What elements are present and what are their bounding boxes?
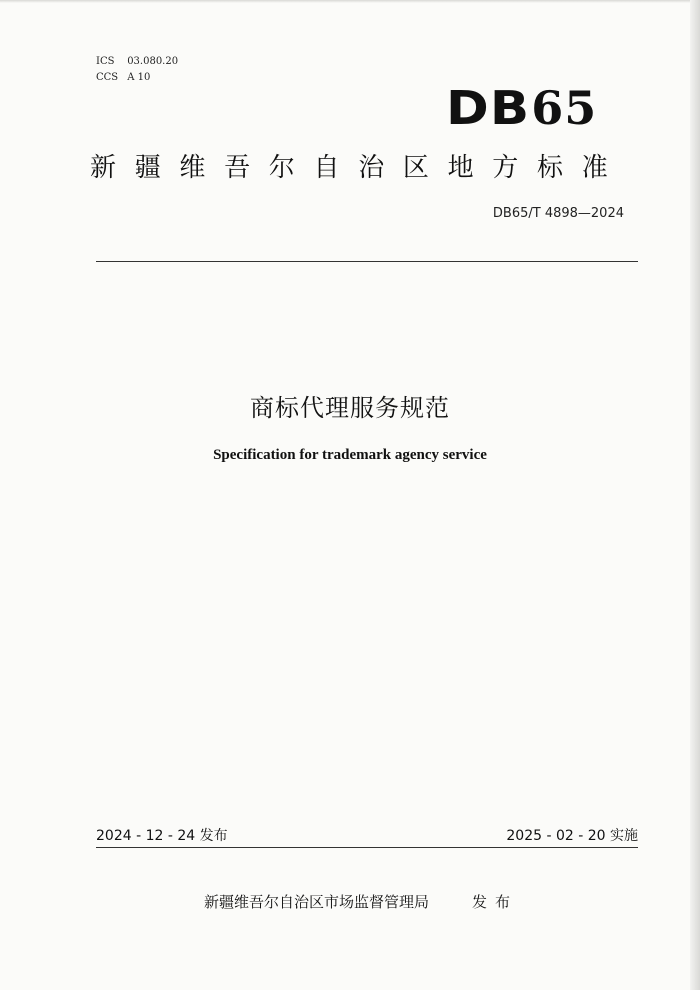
document-title-english: Specification for trademark agency service [213, 447, 487, 463]
top-divider [96, 261, 638, 262]
scan-edge-top [0, 0, 700, 3]
ics-label: ICS [96, 56, 115, 67]
logo-prefix: DB [446, 81, 531, 135]
scan-edge-right [690, 0, 700, 990]
logo-number: 65 [531, 81, 598, 135]
ics-code: 03.080.20 [127, 56, 179, 67]
publisher-action: 发布 [472, 893, 519, 911]
organization-title: 新疆维吾尔自治区地方标准 [90, 153, 627, 183]
implementation-date: 2025 - 02 - 20 实施 [506, 828, 638, 844]
standard-number: DB65/T 4898—2024 [492, 206, 624, 221]
ccs-code: A 10 [127, 72, 151, 83]
ics-row [96, 54, 178, 70]
bottom-divider [96, 847, 638, 848]
document-title-chinese: 商标代理服务规范 [250, 394, 450, 422]
db-logo [446, 82, 597, 134]
publisher-name: 新疆维吾尔自治区市场监督管理局 [204, 893, 430, 911]
ccs-row [96, 70, 178, 86]
issue-date: 2024 - 12 - 24 发布 [96, 828, 228, 844]
ccs-label: CCS [96, 72, 119, 83]
classification-codes [96, 54, 178, 86]
